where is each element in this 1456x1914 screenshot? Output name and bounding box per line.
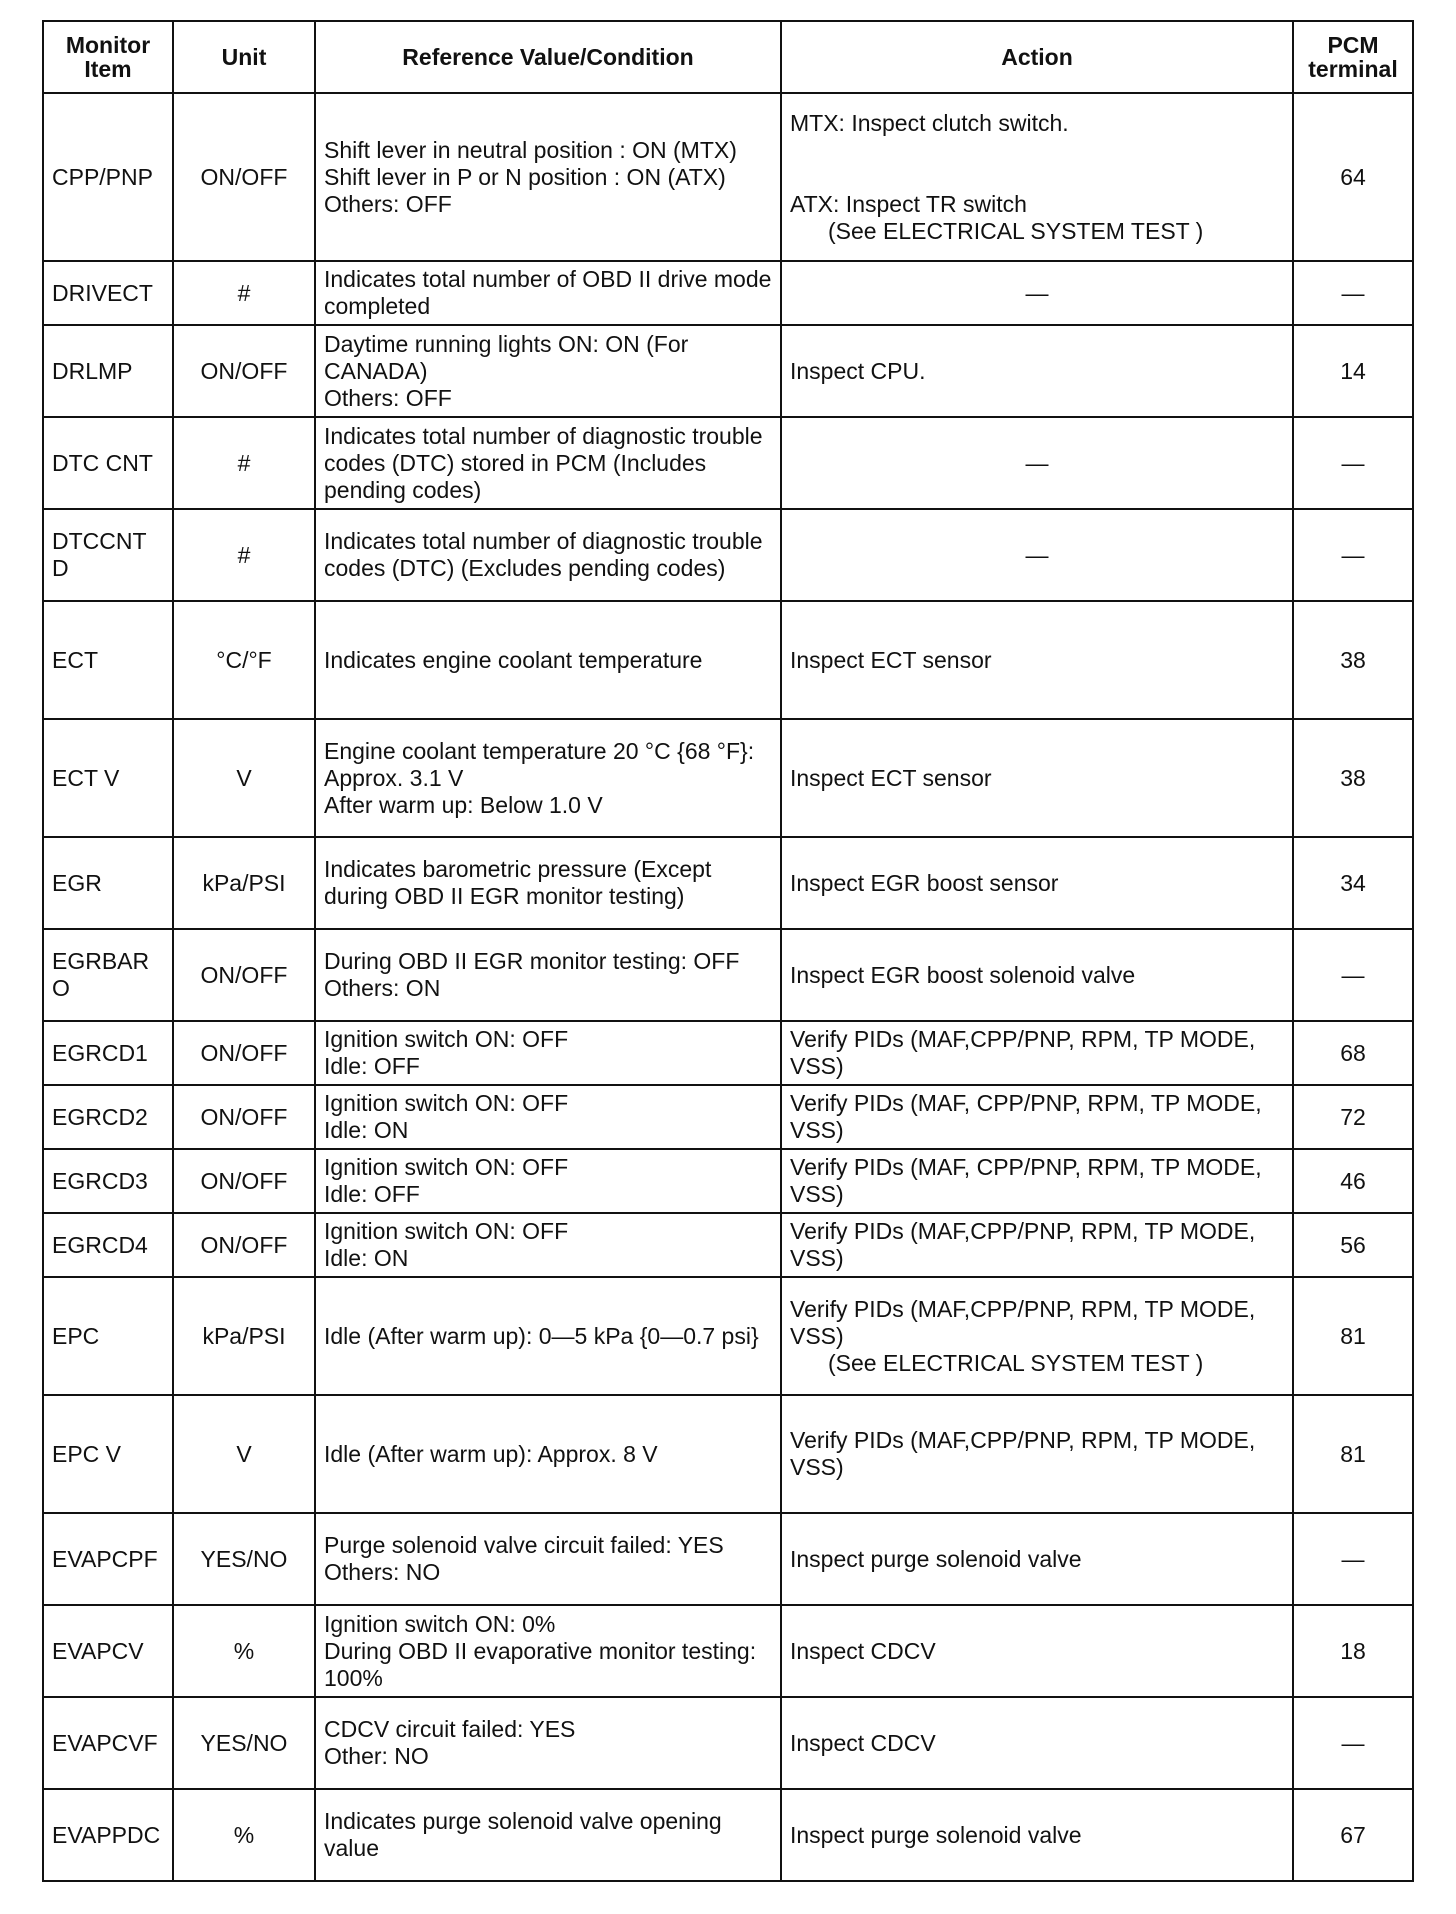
reference-cell — [315, 93, 781, 261]
monitor-item-cell: EGR — [43, 837, 173, 929]
pcm-terminal-cell: — — [1293, 417, 1413, 509]
unit-cell: ON/OFF — [173, 1085, 315, 1149]
monitor-item-cell: DTCCNT D — [43, 509, 173, 601]
pcm-terminal-cell: 67 — [1293, 1789, 1413, 1881]
unit-cell: # — [173, 261, 315, 325]
unit-cell: ON/OFF — [173, 929, 315, 1021]
reference-line: Indicates purge solenoid valve opening value — [324, 1808, 729, 1861]
reference-line: Shift lever in P or N position : ON (ATX) — [324, 163, 726, 190]
action-cell — [781, 509, 1293, 601]
unit-cell: ON/OFF — [173, 1213, 315, 1277]
reference-cell — [315, 1085, 781, 1149]
monitor-item-cell: ECT V — [43, 719, 173, 837]
action-line: Verify PIDs (MAF, CPP/PNP, RPM, TP MODE, VSS) — [790, 1154, 1268, 1207]
action-line: Verify PIDs (MAF, CPP/PNP, RPM, TP MODE, VSS) — [790, 1090, 1268, 1143]
reference-line: Idle: OFF — [324, 1181, 420, 1207]
reference-cell — [315, 509, 781, 601]
header-pcm-terminal: PCM terminal — [1293, 21, 1413, 93]
reference-line: Indicates engine coolant temperature — [324, 646, 703, 673]
pcm-terminal-cell: 46 — [1293, 1149, 1413, 1213]
monitor-item-cell: EGRCD2 — [43, 1085, 173, 1149]
monitor-item-cell: EGRCD4 — [43, 1213, 173, 1277]
pcm-terminal-cell: 34 — [1293, 837, 1413, 929]
action-cell — [781, 417, 1293, 509]
action-line: Verify PIDs (MAF,CPP/PNP, RPM, TP MODE, VSS) — [790, 1218, 1262, 1271]
action-line: Inspect purge solenoid valve — [790, 1545, 1082, 1572]
unit-cell: V — [173, 1395, 315, 1513]
reference-cell — [315, 837, 781, 929]
reference-cell — [315, 1277, 781, 1395]
monitor-item-cell: EGRBAR O — [43, 929, 173, 1021]
table-row — [43, 929, 1413, 1021]
monitor-item-cell: DTC CNT — [43, 417, 173, 509]
monitor-item-cell: EPC V — [43, 1395, 173, 1513]
monitor-item-cell: EGRCD3 — [43, 1149, 173, 1213]
reference-line: Indicates total number of OBD II drive mode completed — [324, 266, 778, 319]
header-row — [43, 21, 1413, 93]
table-row — [43, 93, 1413, 261]
monitor-item-cell: DRIVECT — [43, 261, 173, 325]
header-reference: Reference Value/Condition — [315, 21, 781, 93]
action-cell — [781, 1213, 1293, 1277]
unit-cell: kPa/PSI — [173, 1277, 315, 1395]
pcm-terminal-cell: 68 — [1293, 1021, 1413, 1085]
action-cell — [781, 93, 1293, 261]
action-cell — [781, 1395, 1293, 1513]
reference-cell — [315, 325, 781, 417]
action-line: (See ELECTRICAL SYSTEM TEST ) — [828, 217, 1204, 244]
action-line: Inspect ECT sensor — [790, 646, 992, 673]
unit-cell: YES/NO — [173, 1513, 315, 1605]
pcm-terminal-cell: 56 — [1293, 1213, 1413, 1277]
reference-cell — [315, 1213, 781, 1277]
table-row — [43, 509, 1413, 601]
pcm-terminal-cell: 72 — [1293, 1085, 1413, 1149]
table-row — [43, 1085, 1413, 1149]
reference-line: Indicates barometric pressure (Except during OBD II EGR monitor testing) — [324, 856, 718, 909]
unit-cell: V — [173, 719, 315, 837]
table-row — [43, 1697, 1413, 1789]
table-row — [43, 1213, 1413, 1277]
unit-cell: ON/OFF — [173, 1021, 315, 1085]
table-row — [43, 719, 1413, 837]
table-row — [43, 261, 1413, 325]
table-row — [43, 1605, 1413, 1697]
monitor-item-cell: EVAPCV — [43, 1605, 173, 1697]
reference-cell — [315, 261, 781, 325]
header-action: Action — [781, 21, 1293, 93]
action-line: Inspect CDCV — [790, 1637, 936, 1664]
monitor-item-cell: EVAPCVF — [43, 1697, 173, 1789]
reference-line: After warm up: Below 1.0 V — [324, 791, 603, 818]
reference-cell — [315, 1395, 781, 1513]
reference-line: Others: ON — [324, 975, 441, 1001]
pcm-terminal-cell: 18 — [1293, 1605, 1413, 1697]
table-row — [43, 837, 1413, 929]
action-cell — [781, 325, 1293, 417]
action-cell — [781, 1697, 1293, 1789]
action-cell — [781, 1277, 1293, 1395]
action-cell — [781, 719, 1293, 837]
table-row — [43, 417, 1413, 509]
reference-cell — [315, 1021, 781, 1085]
reference-line: Idle: OFF — [324, 1053, 420, 1079]
action-line: Inspect CDCV — [790, 1729, 936, 1756]
pcm-terminal-cell: 64 — [1293, 93, 1413, 261]
unit-cell: % — [173, 1605, 315, 1697]
action-line: (See ELECTRICAL SYSTEM TEST ) — [828, 1349, 1204, 1376]
action-line: MTX: Inspect clutch switch. — [790, 109, 1069, 136]
reference-line: Others: OFF — [324, 190, 452, 217]
monitor-item-cell: ECT — [43, 601, 173, 719]
reference-cell — [315, 1697, 781, 1789]
reference-line: Idle: ON — [324, 1245, 409, 1271]
reference-line: Others: NO — [324, 1559, 441, 1585]
unit-cell: °C/°F — [173, 601, 315, 719]
pcm-terminal-cell: 81 — [1293, 1395, 1413, 1513]
reference-line: During OBD II EGR monitor testing: OFF — [324, 948, 740, 974]
reference-line: Engine coolant temperature 20 °C {68 °F}: Approx. 3.1 V — [324, 737, 760, 791]
pcm-terminal-cell: — — [1293, 509, 1413, 601]
reference-line: Ignition switch ON: OFF — [324, 1026, 569, 1052]
pcm-terminal-cell: — — [1293, 1513, 1413, 1605]
action-line: — — [1025, 541, 1049, 568]
table-row — [43, 1395, 1413, 1513]
action-line: Inspect EGR boost sensor — [790, 869, 1059, 896]
reference-line: Idle (After warm up): Approx. 8 V — [324, 1440, 658, 1467]
pcm-terminal-cell: — — [1293, 1697, 1413, 1789]
action-line: Inspect ECT sensor — [790, 764, 992, 791]
action-line: Inspect purge solenoid valve — [790, 1821, 1082, 1848]
unit-cell: % — [173, 1789, 315, 1881]
reference-cell — [315, 1605, 781, 1697]
table-row — [43, 601, 1413, 719]
action-line: — — [1025, 279, 1049, 306]
action-line: — — [1025, 449, 1049, 476]
action-cell — [781, 261, 1293, 325]
action-cell — [781, 1513, 1293, 1605]
monitor-item-cell: EPC — [43, 1277, 173, 1395]
unit-cell: # — [173, 509, 315, 601]
action-line: ATX: Inspect TR switch — [790, 190, 1027, 217]
action-line: Verify PIDs (MAF,CPP/PNP, RPM, TP MODE, VSS) — [790, 1427, 1262, 1480]
reference-line: Shift lever in neutral position : ON (MTX) — [324, 136, 737, 163]
unit-cell: ON/OFF — [173, 93, 315, 261]
reference-line: Ignition switch ON: 0% — [324, 1610, 556, 1637]
monitor-item-table — [42, 20, 1414, 1882]
table-row — [43, 1021, 1413, 1085]
header-unit: Unit — [173, 21, 315, 93]
reference-line: Other: NO — [324, 1743, 429, 1769]
reference-line: Others: OFF — [324, 384, 452, 411]
reference-cell — [315, 417, 781, 509]
reference-line: CDCV circuit failed: YES — [324, 1716, 576, 1742]
action-line: Verify PIDs (MAF,CPP/PNP, RPM, TP MODE, VSS) — [790, 1295, 1262, 1349]
reference-cell — [315, 1149, 781, 1213]
reference-line: Purge solenoid valve circuit failed: YES — [324, 1532, 724, 1558]
table-row — [43, 325, 1413, 417]
unit-cell: ON/OFF — [173, 325, 315, 417]
monitor-item-cell: DRLMP — [43, 325, 173, 417]
reference-line: Idle (After warm up): 0—5 kPa {0—0.7 psi} — [324, 1322, 759, 1349]
reference-line: Indicates total number of diagnostic trouble codes (DTC) (Excludes pending codes) — [324, 528, 769, 581]
monitor-item-cell: CPP/PNP — [43, 93, 173, 261]
monitor-item-cell: EVAPCPF — [43, 1513, 173, 1605]
reference-line: Daytime running lights ON: ON (For CANADA) — [324, 330, 695, 384]
pcm-terminal-cell: — — [1293, 261, 1413, 325]
pcm-terminal-cell: 14 — [1293, 325, 1413, 417]
table-row — [43, 1513, 1413, 1605]
reference-cell — [315, 1789, 781, 1881]
table-row — [43, 1149, 1413, 1213]
unit-cell: ON/OFF — [173, 1149, 315, 1213]
pcm-terminal-cell: 38 — [1293, 719, 1413, 837]
action-cell — [781, 1789, 1293, 1881]
pcm-terminal-cell: 81 — [1293, 1277, 1413, 1395]
reference-line: During OBD II evaporative monitor testing: 100% — [324, 1637, 763, 1691]
reference-cell — [315, 929, 781, 1021]
reference-line: Ignition switch ON: OFF — [324, 1090, 569, 1116]
unit-cell: # — [173, 417, 315, 509]
action-cell — [781, 929, 1293, 1021]
action-line: Verify PIDs (MAF,CPP/PNP, RPM, TP MODE, VSS) — [790, 1026, 1262, 1079]
action-cell — [781, 1085, 1293, 1149]
action-line — [790, 164, 1284, 191]
reference-line: Ignition switch ON: OFF — [324, 1154, 569, 1180]
unit-cell: YES/NO — [173, 1697, 315, 1789]
pcm-terminal-cell: 38 — [1293, 601, 1413, 719]
action-cell — [781, 601, 1293, 719]
action-cell — [781, 1149, 1293, 1213]
table-row — [43, 1277, 1413, 1395]
action-line: Inspect EGR boost solenoid valve — [790, 961, 1136, 988]
action-cell — [781, 1605, 1293, 1697]
reference-cell — [315, 1513, 781, 1605]
reference-line: Idle: ON — [324, 1117, 409, 1143]
reference-cell — [315, 719, 781, 837]
unit-cell: kPa/PSI — [173, 837, 315, 929]
action-line — [790, 137, 1284, 164]
action-line: Inspect CPU. — [790, 357, 926, 384]
action-cell — [781, 837, 1293, 929]
monitor-item-cell: EGRCD1 — [43, 1021, 173, 1085]
reference-line: Indicates total number of diagnostic trouble codes (DTC) stored in PCM (Includes pending codes) — [324, 422, 769, 503]
monitor-item-cell: EVAPPDC — [43, 1789, 173, 1881]
pcm-terminal-cell: — — [1293, 929, 1413, 1021]
header-monitor-item: Monitor Item — [43, 21, 173, 93]
reference-cell — [315, 601, 781, 719]
table-row — [43, 1789, 1413, 1881]
reference-line: Ignition switch ON: OFF — [324, 1218, 569, 1244]
action-cell — [781, 1021, 1293, 1085]
